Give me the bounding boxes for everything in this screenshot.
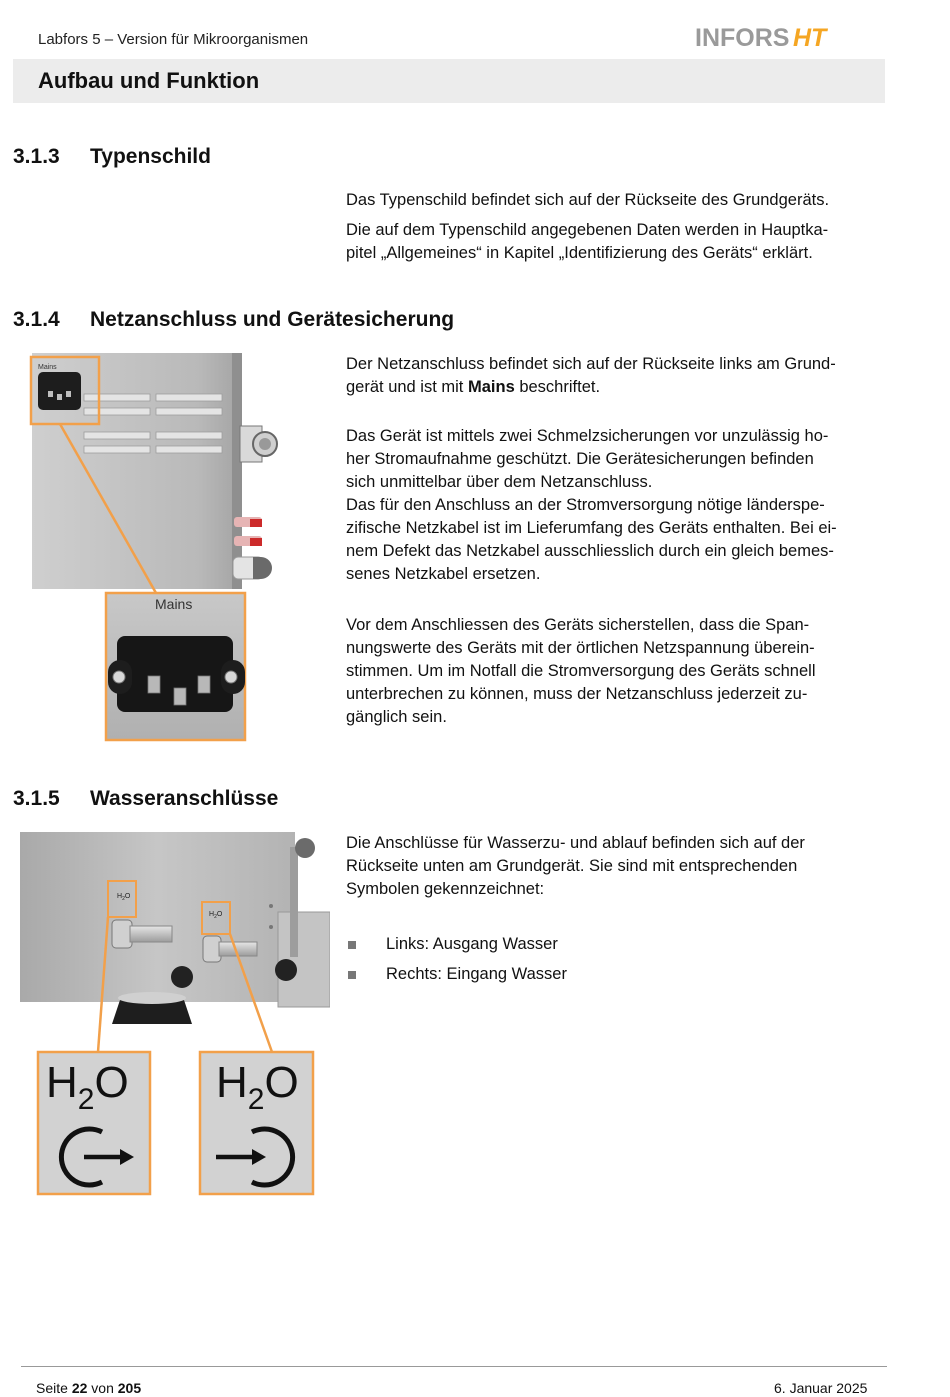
plug-connector-icon: [233, 557, 272, 579]
h2o-mini-label: $H_2O$: [117, 893, 131, 902]
text-span: gerät und ist mit: [346, 378, 468, 396]
logo-text: INFORS: [695, 24, 790, 50]
paragraph-line: [346, 376, 886, 399]
document-title: Labfors 5 – Version für Mikroorganismen: [38, 31, 309, 48]
mains-term: Mains: [467, 378, 515, 396]
page-current: 22: [71, 1380, 88, 1396]
screw-icon: [113, 671, 125, 683]
h2o-mini-label: $H_2O$: [209, 911, 223, 920]
page-indicator: [36, 1380, 141, 1396]
section-text: [346, 189, 886, 265]
h2o-label: $H_2O$: [46, 1058, 129, 1116]
mains-label-large: Mains: [155, 596, 193, 612]
paragraph-line: Die auf dem Typenschild angegebenen Daten werden in Hauptka-: [346, 221, 829, 239]
section-text: [346, 353, 886, 399]
logo-mark: HT: [793, 24, 827, 50]
screw-icon: [269, 925, 273, 929]
water-inlet-symbol: [200, 1052, 313, 1194]
paragraph-line: Die Anschlüsse für Wasserzu- und ablauf befinden sich auf der: [346, 834, 805, 852]
mains-socket-small: [38, 372, 81, 410]
list-item: Rechts: Eingang Wasser: [346, 963, 886, 993]
page-total: 205: [117, 1380, 142, 1396]
mains-label-small: Mains: [38, 364, 57, 371]
paragraph-line: Rückseite unten am Grundgerät. Sie sind mit entsprechenden: [346, 857, 798, 875]
screw-icon: [225, 671, 237, 683]
water-outlet-symbol: [38, 1052, 150, 1194]
water-connections-figure: [20, 832, 330, 1202]
paragraph-line: senes Netzkabel ersetzen.: [346, 565, 541, 583]
footer-divider: [21, 1366, 887, 1367]
paragraph-line: nem Defekt das Netzkabel ausschliesslich durch ein gleich bemes-: [346, 542, 834, 560]
chapter-title: Aufbau und Funktion: [38, 68, 260, 93]
text-span: beschriftet.: [514, 378, 601, 396]
page-mid: von: [87, 1380, 118, 1396]
paragraph-line: gänglich sein.: [346, 708, 447, 726]
bullet-list: [346, 933, 886, 993]
device-housing: [20, 832, 295, 1002]
paragraph-line: pitel „Allgemeines“ in Kapitel „Identifizierung des Geräts“ erklärt.: [346, 244, 813, 262]
footer-date: 6. Januar 2025: [774, 1380, 868, 1396]
section-text: [346, 425, 886, 586]
paragraph-line: sich unmittelbar über dem Netzanschluss.: [346, 473, 653, 491]
paragraph-line: Das Gerät ist mittels zwei Schmelzsicherungen vor unzulässig ho-: [346, 427, 829, 445]
paragraph-line: stimmen. Um im Notfall die Stromversorgung des Geräts schnell: [346, 662, 816, 680]
page-prefix: Seite: [36, 1380, 72, 1396]
foot-knob-icon: [295, 838, 315, 858]
section-number: 3.1.4: [13, 308, 60, 331]
section-text: [346, 614, 886, 729]
paragraph-line: nungswerte des Geräts mit der örtlichen Netzspannung überein-: [346, 639, 815, 657]
section-title: Wasseranschlüsse: [90, 787, 279, 810]
hose-connector-icon: [240, 426, 277, 462]
section-number: 3.1.5: [13, 787, 60, 810]
section-title: Netzanschluss und Gerätesicherung: [90, 308, 455, 331]
housing-edge: [232, 353, 242, 589]
mains-connection-figure: [28, 350, 328, 745]
paragraph-line: Symbolen gekennzeichnet:: [346, 880, 545, 898]
paragraph-line: unterbrechen zu können, muss der Netzanschluss jederzeit zu-: [346, 685, 808, 703]
screw-icon: [269, 904, 273, 908]
h2o-label: $H_2O$: [216, 1058, 299, 1116]
paragraph-line: zifische Netzkabel ist im Lieferumfang des Geräts enthalten. Bei ei-: [346, 519, 837, 537]
housing-edge: [290, 847, 298, 957]
chapter-bar: [13, 59, 885, 103]
section-text: [346, 832, 886, 901]
section-title: Typenschild: [90, 145, 211, 168]
list-item: Links: Ausgang Wasser: [346, 933, 886, 963]
paragraph-line: Vor dem Anschliessen des Geräts sicherstellen, dass die Span-: [346, 616, 810, 634]
paragraph-line: her Stromaufnahme geschützt. Die Gerätesicherungen befinden: [346, 450, 814, 468]
infors-ht-logo: [695, 22, 840, 50]
foot-knob-icon: [275, 959, 297, 981]
paragraph-line: Der Netzanschluss befindet sich auf der Rückseite links am Grund-: [346, 355, 836, 373]
foot-washer: [118, 992, 186, 1004]
paragraph-line: Das Typenschild befindet sich auf der Rückseite des Grundgeräts.: [346, 191, 830, 209]
paragraph-line: Das für den Anschluss an der Stromversorgung nötige länderspe-: [346, 496, 825, 514]
section-number: 3.1.3: [13, 145, 60, 168]
foot-knob-icon: [171, 966, 193, 988]
